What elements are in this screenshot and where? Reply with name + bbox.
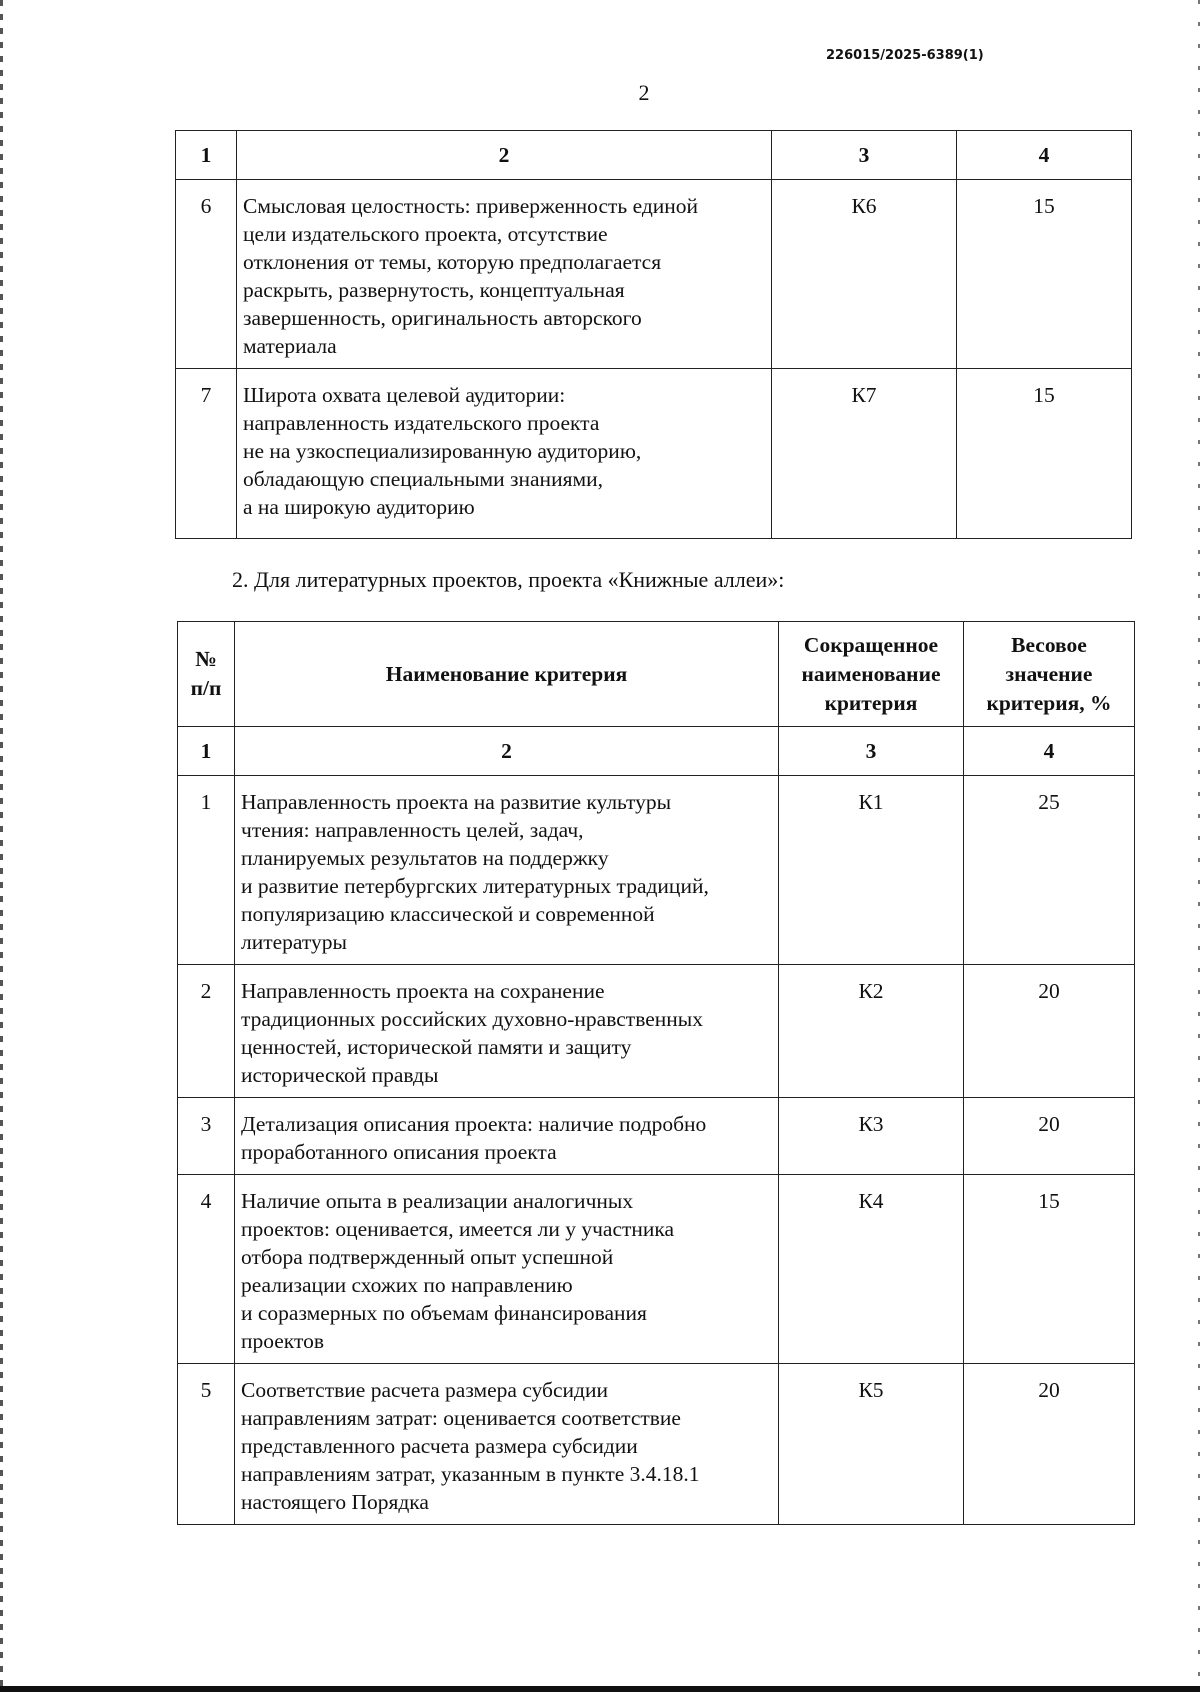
header-line: наименование <box>801 661 941 686</box>
scan-edge-left <box>0 0 3 1692</box>
table-row <box>178 1098 1135 1175</box>
scan-edge-bottom <box>0 1686 1200 1692</box>
criteria-table-continued <box>175 130 1132 539</box>
column-index: 2 <box>235 727 779 776</box>
criterion-text <box>235 1098 779 1175</box>
section-intro: 2. Для литературных проектов, проекта «Книжные аллеи»: <box>232 567 785 592</box>
criterion-line: Наличие опыта в реализации аналогичных <box>241 1189 634 1213</box>
criterion-text <box>235 1364 779 1525</box>
criterion-line: отклонения от темы, которую предполагается <box>243 250 662 274</box>
criterion-line: Направленность проекта на сохранение <box>241 979 605 1003</box>
criterion-code: К4 <box>779 1175 964 1364</box>
header-line: № <box>195 647 217 671</box>
header-line: критерия, % <box>986 690 1112 715</box>
table-row <box>176 180 1132 369</box>
criterion-text <box>235 776 779 965</box>
column-index: 3 <box>772 131 957 180</box>
header-weight <box>964 622 1135 727</box>
header-line: Весовое <box>1011 632 1087 657</box>
criterion-code: К5 <box>779 1364 964 1525</box>
criterion-line: Широта охвата целевой аудитории: <box>243 383 566 407</box>
criterion-code: К2 <box>779 965 964 1098</box>
criterion-line: материала <box>243 334 337 358</box>
criterion-line: Смысловая целостность: приверженность единой <box>243 194 699 218</box>
table-row <box>178 965 1135 1098</box>
header-line: п/п <box>190 676 222 700</box>
table-row <box>178 1175 1135 1364</box>
criterion-line: направленность издательского проекта <box>243 411 600 435</box>
criterion-weight: 20 <box>964 1364 1135 1525</box>
criterion-code: К3 <box>779 1098 964 1175</box>
criterion-text <box>235 1175 779 1364</box>
criterion-line: и развитие петербургских литературных традиций, <box>241 874 709 898</box>
criterion-line: не на узкоспециализированную аудиторию, <box>243 439 642 463</box>
criterion-line: Направленность проекта на развитие культуры <box>241 790 672 814</box>
column-index: 2 <box>237 131 772 180</box>
column-index-row <box>176 131 1132 180</box>
criterion-code: К6 <box>772 180 957 369</box>
row-number: 5 <box>178 1364 235 1525</box>
page-number: 2 <box>638 80 650 105</box>
criterion-line: отбора подтвержденный опыт успешной <box>241 1245 614 1269</box>
column-index: 1 <box>178 727 235 776</box>
column-index: 1 <box>176 131 237 180</box>
criterion-code: К7 <box>772 369 957 539</box>
criterion-line: раскрыть, развернутость, концептуальная <box>243 278 625 302</box>
criterion-line: а на широкую аудиторию <box>243 495 475 519</box>
column-index: 3 <box>779 727 964 776</box>
criterion-line: проектов <box>241 1329 324 1353</box>
column-index-row <box>178 727 1135 776</box>
criterion-weight: 15 <box>957 369 1132 539</box>
criterion-text <box>237 180 772 369</box>
criterion-text <box>235 965 779 1098</box>
table-header-row <box>178 622 1135 727</box>
criterion-line: Соответствие расчета размера субсидии <box>241 1378 608 1402</box>
header-short-name <box>779 622 964 727</box>
table-row <box>178 776 1135 965</box>
header-line: Сокращенное <box>803 632 939 657</box>
criterion-line: традиционных российских духовно-нравственных <box>241 1007 703 1031</box>
header-line: значение <box>1005 661 1093 686</box>
column-index: 4 <box>964 727 1135 776</box>
header-line: критерия <box>824 690 918 715</box>
criterion-line: представленного расчета размера субсидии <box>241 1434 638 1458</box>
criterion-line: обладающую специальными знаниями, <box>243 467 603 491</box>
criterion-line: литературы <box>241 930 347 954</box>
criteria-table-literary <box>177 621 1135 1525</box>
criterion-code: К1 <box>779 776 964 965</box>
criterion-line: популяризацию классической и современной <box>241 902 655 926</box>
criterion-line: проектов: оценивается, имеется ли у участника <box>241 1217 675 1241</box>
row-number: 1 <box>178 776 235 965</box>
column-index: 4 <box>957 131 1132 180</box>
criterion-line: и соразмерных по объемам финансирования <box>241 1301 647 1325</box>
table-row <box>176 369 1132 539</box>
criterion-line: завершенность, оригинальность авторского <box>243 306 642 330</box>
row-number: 4 <box>178 1175 235 1364</box>
criterion-weight: 20 <box>964 1098 1135 1175</box>
row-number: 7 <box>176 369 237 539</box>
criterion-weight: 15 <box>964 1175 1135 1364</box>
header-number <box>178 622 235 727</box>
criterion-line: чтения: направленность целей, задач, <box>241 818 584 842</box>
criterion-line: направлениям затрат: оценивается соответствие <box>241 1406 681 1430</box>
criterion-line: исторической правды <box>241 1063 439 1087</box>
row-number: 2 <box>178 965 235 1098</box>
criterion-line: Детализация описания проекта: наличие подробно <box>241 1112 707 1136</box>
criterion-weight: 25 <box>964 776 1135 965</box>
row-number: 6 <box>176 180 237 369</box>
criterion-line: цели издательского проекта, отсутствие <box>243 222 608 246</box>
criterion-line: проработанного описания проекта <box>241 1140 557 1164</box>
criterion-weight: 15 <box>957 180 1132 369</box>
document-id: 226015/2025-6389(1) <box>826 48 984 63</box>
criterion-text <box>237 369 772 539</box>
row-number: 3 <box>178 1098 235 1175</box>
criterion-line: направлениям затрат, указанным в пункте 3.4.18.1 <box>241 1462 700 1486</box>
criterion-line: планируемых результатов на поддержку <box>241 846 609 870</box>
criterion-line: настоящего Порядка <box>241 1490 429 1514</box>
criterion-line: реализации схожих по направлению <box>241 1273 573 1297</box>
header-criterion-name: Наименование критерия <box>235 622 779 727</box>
criterion-line: ценностей, исторической памяти и защиту <box>241 1035 632 1059</box>
criterion-weight: 20 <box>964 965 1135 1098</box>
table-row <box>178 1364 1135 1525</box>
